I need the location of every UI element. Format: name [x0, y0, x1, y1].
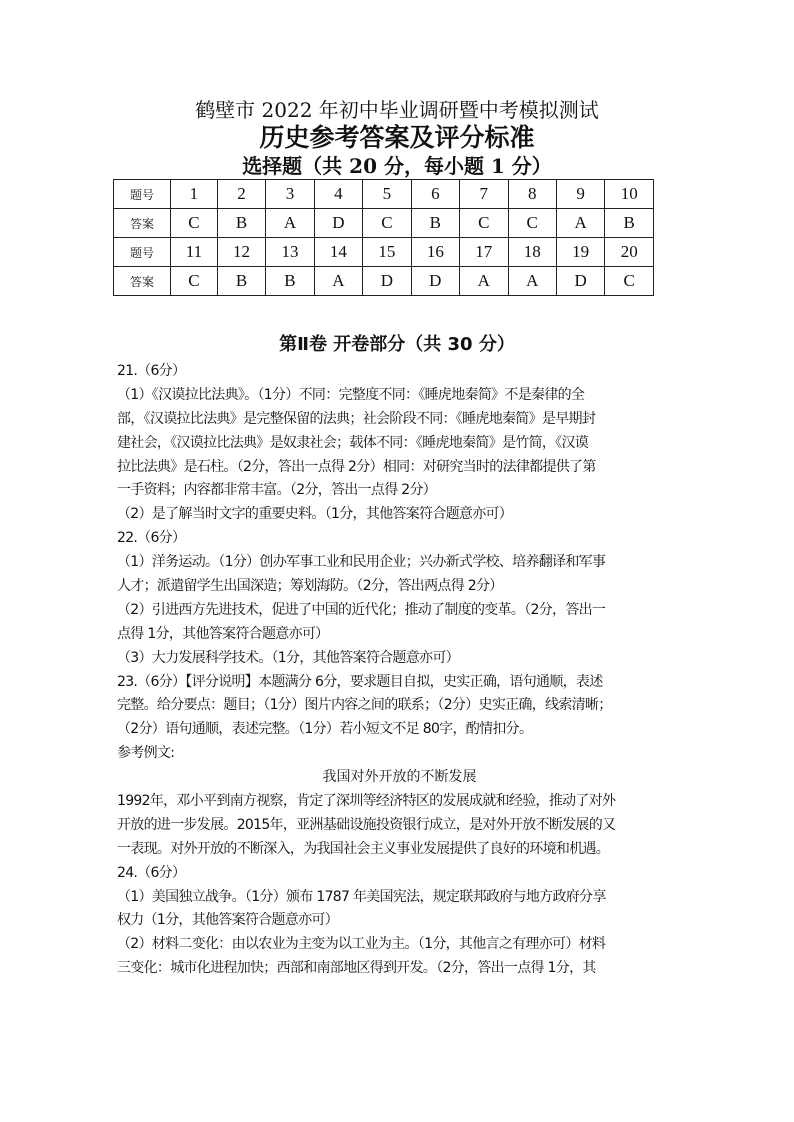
answer-cell: C [171, 267, 218, 296]
answer-cell: D [411, 267, 459, 296]
answer-cell: C [508, 209, 556, 238]
text-line: 三变化：城市化进程加快；西部和南部地区得到开发。（2分，答出一点得 1分，其 [117, 960, 596, 977]
text-line: 23.（6分）【评分说明】本题满分 6分，要求题目自拟，史实正确，语句通顺，表述 [117, 673, 603, 690]
text-line: 一表现。对外开放的不断深入，为我国社会主义事业发展提供了良好的环境和机遇。 [117, 840, 610, 857]
row-label: 题号 [114, 238, 171, 267]
answer-cell: D [556, 267, 604, 296]
answer-cell: B [217, 209, 265, 238]
text-line: 一手资料；内容都非常丰富。（2分，答出一点得 2分） [117, 482, 437, 499]
row-label: 题号 [114, 180, 171, 209]
answer-cell: A [266, 209, 314, 238]
row-label: 答案 [114, 267, 171, 296]
question-number-cell: 2 [217, 180, 265, 209]
answer-cell: A [508, 267, 556, 296]
answer-cell: A [460, 267, 508, 296]
question-number-cell: 15 [363, 238, 411, 267]
question-number-cell: 8 [508, 180, 556, 209]
answer-cell: C [171, 209, 218, 238]
answer-cell: B [217, 267, 265, 296]
question-number-cell: 12 [217, 238, 265, 267]
multiple-choice-answer-table [113, 179, 654, 296]
text-line: 权力（1分，其他答案符合题意亦可） [117, 912, 339, 929]
question-number-cell: 19 [556, 238, 604, 267]
text-line: 完整。给分要点：题目；（1分）图片内容之间的联系；（2分）史实正确，线索清晰； [117, 697, 612, 714]
question-number-cell: 11 [171, 238, 218, 267]
question-number-cell: 6 [411, 180, 459, 209]
text-line: 24.（6分） [117, 864, 186, 881]
text-line: 21.（6分） [117, 363, 186, 379]
text-line: （1）美国独立战争。（1分）颁布 1787 年美国宪法，规定联邦政府与地方政府分享 [117, 888, 606, 905]
text-line: 部，《汉谟拉比法典》是完整保留的法典；社会阶段不同：《睡虎地秦简》是早期封 [117, 410, 596, 427]
answer-cell: D [314, 209, 362, 238]
answer-cell: C [460, 209, 508, 238]
text-line: （3）大力发展科学技术。（1分，其他答案符合题意亦可） [117, 649, 459, 666]
answer-cell: C [605, 267, 654, 296]
table-row [114, 267, 654, 296]
question-number-cell: 14 [314, 238, 362, 267]
answer-cell: B [266, 267, 314, 296]
question-number-cell: 3 [266, 180, 314, 209]
text-line: （2）是了解当时文字的重要史料。（1分，其他答案符合题意亦可） [117, 506, 513, 523]
question-number-cell: 7 [460, 180, 508, 209]
question-number-cell: 1 [171, 180, 218, 209]
text-line: （1）《汉谟拉比法典》。（1分）不同：完整度不同：《睡虎地秦简》不是秦律的全 [117, 386, 585, 403]
table-row [114, 180, 654, 209]
question-number-cell: 18 [508, 238, 556, 267]
text-line: 拉比法典》是石柱。（2分，答出一点得 2分）相同：对研究当时的法律都提供了第 [117, 458, 596, 475]
multiple-choice-heading: 选择题（共 20 分，每小题 1 分） [242, 154, 552, 178]
question-number-cell: 13 [266, 238, 314, 267]
answer-cell: A [314, 267, 362, 296]
text-line: 人才；派遣留学生出国深造；筹划海防。（2分，答出两点得 2分） [117, 578, 503, 595]
table-row [114, 238, 654, 267]
text-line: （1）洋务运动。（1分）创办军事工业和民用企业；兴办新式学校、培养翻译和军事 [117, 554, 606, 571]
open-book-section-title: 第Ⅱ卷 开卷部分（共 30 分） [279, 334, 515, 355]
row-label: 答案 [114, 209, 171, 238]
exam-title: 鹤壁市 2022 年初中毕业调研暨中考模拟测试 [195, 98, 599, 122]
answer-cell: B [411, 209, 459, 238]
question-number-cell: 16 [411, 238, 459, 267]
text-line: 点得 1分，其他答案符合题意亦可） [117, 625, 329, 642]
question-number-cell: 4 [314, 180, 362, 209]
question-number-cell: 9 [556, 180, 604, 209]
answer-cell: C [363, 209, 411, 238]
question-number-cell: 5 [363, 180, 411, 209]
question-number-cell: 17 [460, 238, 508, 267]
text-line: （2分）语句通顺，表述完整。（1分）若小短文不足 80字，酌情扣分。 [117, 721, 533, 738]
question-number-cell: 10 [605, 180, 654, 209]
answer-text-body [117, 360, 682, 981]
question-number-cell: 20 [605, 238, 654, 267]
text-line: （2）材料二变化：由以农业为主变为以工业为主。（1分，其他言之有理亦可）材料 [117, 936, 606, 953]
table-row [114, 209, 654, 238]
text-line: 1992年，邓小平到南方视察，肯定了深圳等经济特区的发展成就和经验，推动了对外 [117, 793, 616, 810]
answer-cell: D [363, 267, 411, 296]
answer-key-title: 历史参考答案及评分标准 [259, 123, 535, 152]
text-line: 22.（6分） [117, 530, 186, 547]
answer-cell: A [556, 209, 604, 238]
text-line: 建社会，《汉谟拉比法典》是奴隶社会；载体不同：《睡虎地秦简》是竹简，《汉谟 [117, 434, 589, 451]
text-line: 开放的进一步发展。2015年，亚洲基础设施投资银行成立，是对外开放不断发展的又 [117, 816, 616, 833]
sample-essay-title: 我国对外开放的不断发展 [322, 769, 477, 786]
text-line: 参考例文: [117, 745, 175, 762]
text-line: （2）引进西方先进技术，促进了中国的近代化；推动了制度的变革。（2分，答出一 [117, 601, 606, 618]
answer-cell: B [605, 209, 654, 238]
